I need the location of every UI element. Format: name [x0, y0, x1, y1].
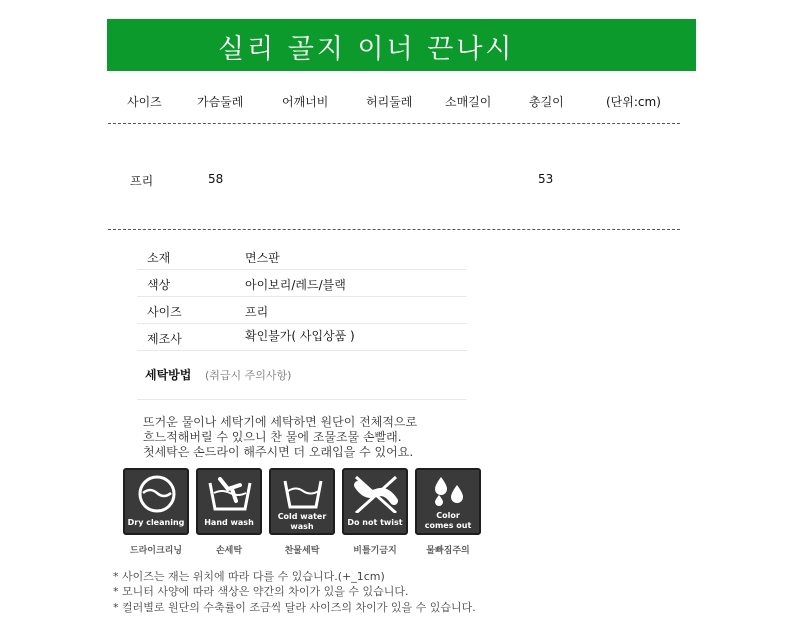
spec-value: 아이보리/레드/블랙	[245, 278, 346, 292]
header-unit: (단위:cm)	[606, 95, 661, 109]
icon-label: Color	[436, 511, 460, 520]
header-waist: 허리둘레	[366, 95, 413, 109]
table-divider-top	[108, 123, 680, 124]
icon-caption: 손세탁	[215, 546, 243, 556]
cold-water-wash-icon	[269, 468, 335, 535]
icon-label: Dry cleaning	[127, 518, 185, 527]
header-size: 사이즈	[127, 95, 162, 109]
icon-caption: 물빠짐주의	[426, 546, 470, 556]
note-line: * 모니터 사양에 따라 색상은 약간의 차이가 있을 수 있습니다.	[113, 585, 409, 598]
row-length: 53	[538, 172, 554, 186]
spec-row-material	[137, 243, 467, 270]
spec-label: 색상	[147, 278, 171, 292]
spec-label: 사이즈	[147, 305, 182, 319]
washing-label: 세탁방법	[145, 368, 192, 382]
icon-caption: 드라이크리닝	[129, 546, 183, 556]
icon-label: comes out	[424, 521, 472, 530]
note-line: * 컬러별로 원단의 수축률이 조금씩 달라 사이즈의 차이가 있을 수 있습니다.	[113, 601, 476, 614]
care-text-line: 흐느적해버릴 수 있으니 찬 물에 조물조물 손빨래.	[143, 430, 402, 444]
title-banner	[107, 19, 696, 71]
header-length: 총길이	[529, 95, 564, 109]
spec-row-color	[137, 270, 467, 297]
spec-row-maker	[137, 324, 467, 351]
icon-label: wash	[290, 522, 314, 531]
header-shoulder: 어깨너비	[282, 95, 329, 109]
row-chest: 58	[208, 172, 224, 186]
spec-value: 확인불가( 사입상품 )	[245, 329, 355, 343]
note-line: * 사이즈는 재는 위치에 따라 다를 수 있습니다.(+_1cm)	[113, 570, 385, 583]
washing-note: (취급시 주의사항)	[205, 369, 292, 382]
header-chest: 가슴둘레	[197, 95, 244, 109]
header-sleeve: 소매길이	[445, 95, 492, 109]
spec-value: 프리	[245, 305, 269, 319]
icon-caption: 비틀기금지	[353, 546, 397, 556]
product-title: 실리 골지 이너 끈나시	[218, 34, 515, 65]
spec-row-size	[137, 297, 467, 324]
care-text-line: 첫세탁은 손드라이 해주시면 더 오래입을 수 있어요.	[143, 445, 414, 459]
row-size: 프리	[130, 174, 154, 188]
icon-label: Cold water	[277, 512, 327, 521]
color-comes-out-icon	[415, 468, 481, 535]
spec-row-washing	[137, 351, 467, 400]
table-divider-bottom	[108, 229, 680, 230]
icon-caption: 찬물세탁	[284, 546, 320, 556]
spec-label: 소재	[147, 251, 171, 265]
spec-value: 면스판	[245, 251, 280, 265]
care-text-line: 뜨거운 물이나 세탁기에 세탁하면 원단이 전체적으로	[143, 415, 418, 429]
icon-label: Hand wash	[204, 518, 254, 527]
icon-label: Do not twist	[347, 518, 403, 527]
dry-cleaning-icon	[123, 468, 189, 535]
do-not-twist-icon	[342, 468, 408, 535]
spec-label: 제조사	[147, 332, 182, 346]
hand-wash-icon	[196, 468, 262, 535]
